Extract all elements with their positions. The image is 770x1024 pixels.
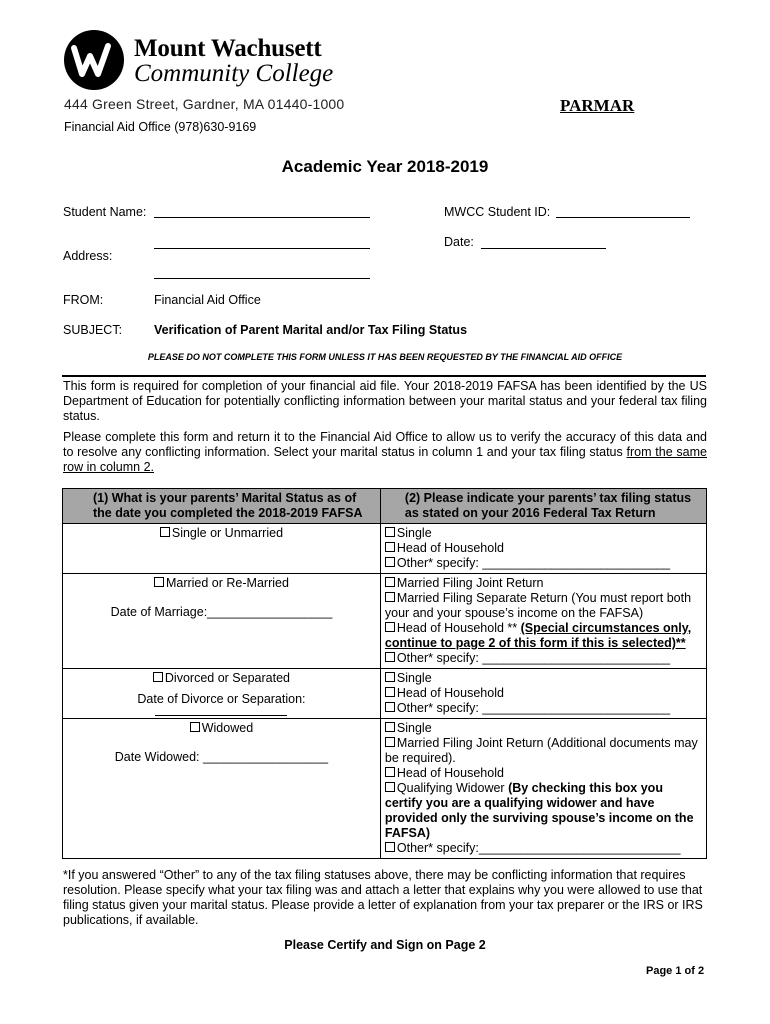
from-value: Financial Aid Office (154, 293, 261, 307)
address-line-2[interactable] (154, 266, 370, 279)
date-widowed[interactable]: Date Widowed: __________________ (114, 750, 329, 764)
tax-options-single: Single Head of Household Other* specify: ___________________________ (380, 524, 706, 574)
tax-options-divorced: Single Head of Household Other* specify: ___________________________ (380, 669, 706, 719)
checkbox[interactable] (385, 652, 395, 662)
status-married: Married or Re-Married Date of Marriage:__________________ (63, 574, 381, 669)
footnote: *If you answered “Other” to any of the tax filing statuses above, there may be conflicting information that requires resolution. Please specify what your tax filing was and attach a letter that explains why you were allowed to use that filing status given your marital status. Please provide a letter of explanation from your tax preparer or the IRS or IRS publications, if available. (63, 868, 703, 927)
date-field[interactable] (481, 236, 606, 249)
checkbox[interactable] (385, 767, 395, 777)
divider (62, 375, 706, 377)
student-name-label: Student Name: (63, 205, 147, 219)
checkbox[interactable] (153, 672, 163, 682)
subject-value: Verification of Parent Marital and/or Tax Filing Status (154, 323, 468, 337)
table-row (63, 524, 707, 574)
checkbox[interactable] (154, 577, 164, 587)
checkbox[interactable] (385, 672, 395, 682)
col2-header: (2) Please indicate your parents’ tax filing status as stated on your 2016 Federal Tax Return (380, 489, 706, 524)
certify-instruction: Please Certify and Sign on Page 2 (284, 938, 486, 952)
checkbox[interactable] (385, 542, 395, 552)
checkbox[interactable] (385, 592, 395, 602)
page-number: Page 1 of 2 (646, 965, 705, 977)
checkbox[interactable] (385, 702, 395, 712)
intro-paragraph-2: Please complete this form and return it to the Financial Aid Office to allow us to verify the accuracy of this data and to resolve any conflicting information. Select your marital status in column 1 and your tax filing status from the same row in column 2. (63, 430, 707, 474)
status-divorced: Divorced or Separated Date of Divorce or Separation: (63, 669, 381, 719)
checkbox[interactable] (385, 737, 395, 747)
tax-options-married: Married Filing Joint Return Married Filing Separate Return (You must report both your and your spouse’s income on the FAFSA) Head of Household ** (Special circumstances only, continue to page 2 of this form if this is selected)** Other* specify: ___________________________ (380, 574, 706, 669)
student-id-label: MWCC Student ID: (444, 205, 551, 219)
checkbox[interactable] (385, 577, 395, 587)
col1-header: (1) What is your parents’ Marital Status as of the date you completed the 2018-2019 FAFSA (63, 489, 381, 524)
college-address: 444 Green Street, Gardner, MA 01440-1000 (64, 96, 345, 112)
checkbox[interactable] (385, 622, 395, 632)
checkbox[interactable] (385, 557, 395, 567)
notice-text: PLEASE DO NOT COMPLETE THIS FORM UNLESS IT HAS BEEN REQUESTED BY THE FINANCIAL AID OFFICE (147, 352, 623, 362)
checkbox[interactable] (385, 687, 395, 697)
intro-paragraph-1: This form is required for completion of your financial aid file. Your 2018-2019 FAFSA has been identified by the US Department of Education for potentially conflicting information between your marital status and your federal tax filing status. (63, 379, 707, 423)
logo-name: Mount Wachusett (134, 35, 322, 62)
address-line-1[interactable] (154, 236, 370, 249)
date-of-divorce-field[interactable] (155, 707, 287, 716)
checkbox[interactable] (160, 527, 170, 537)
table-row (63, 574, 707, 669)
checkbox[interactable] (385, 722, 395, 732)
date-label: Date: (444, 235, 474, 249)
checkbox[interactable] (385, 782, 395, 792)
checkbox[interactable] (190, 722, 200, 732)
page-title: Academic Year 2018-2019 (281, 157, 489, 176)
status-widowed: Widowed Date Widowed: __________________ (63, 719, 381, 859)
address-label: Address: (63, 249, 113, 263)
table-header-row (63, 489, 707, 524)
logo-subtitle: Community College (134, 60, 334, 87)
date-of-divorce: Date of Divorce or Separation: (137, 692, 306, 706)
from-label: FROM: (63, 293, 104, 307)
table-row (63, 719, 707, 859)
tax-options-widowed: Single Married Filing Joint Return (Additional documents may be required). Head of Household Qualifying Widower (By checking this box you certify you are a qualifying widower and have provided only the surviving spouse’s income on the FAFSA) Other* specify:_____________________________ (380, 719, 706, 859)
checkbox[interactable] (385, 527, 395, 537)
checkbox[interactable] (385, 842, 395, 852)
date-of-marriage[interactable]: Date of Marriage:__________________ (110, 605, 333, 619)
form-code: PARMAR (560, 96, 635, 115)
status-single: Single or Unmarried (63, 524, 381, 574)
table-row (63, 669, 707, 719)
student-name-field[interactable] (154, 205, 370, 218)
status-table (62, 488, 707, 859)
financial-aid-phone: Financial Aid Office (978)630-9169 (64, 120, 257, 134)
student-id-field[interactable] (556, 205, 690, 218)
subject-label: SUBJECT: (63, 323, 123, 337)
college-logo-mark (62, 28, 126, 92)
